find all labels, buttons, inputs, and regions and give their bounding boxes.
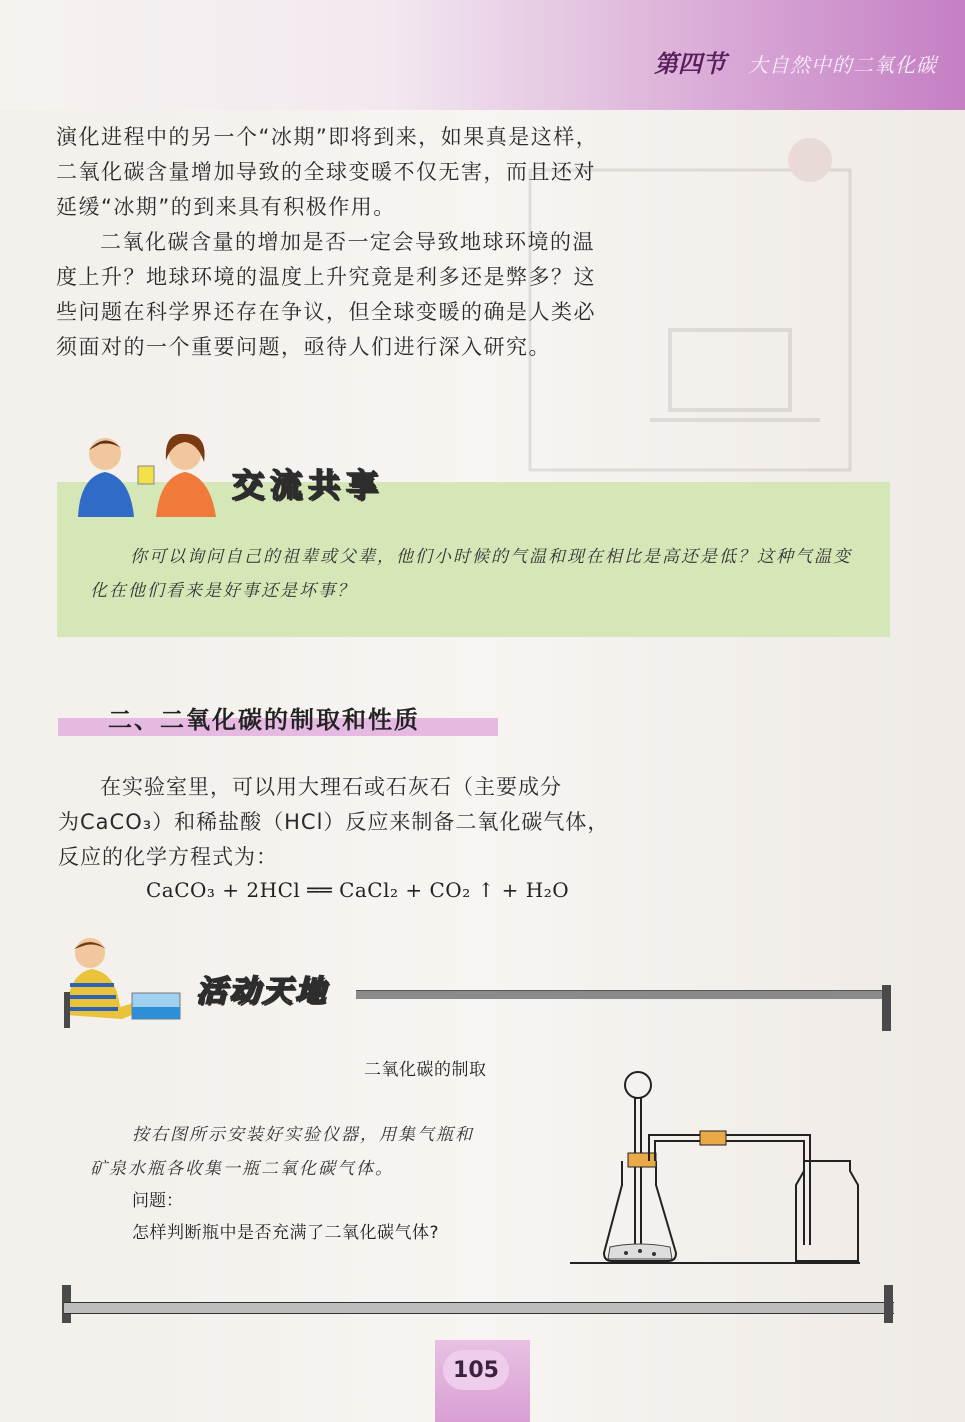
activity-text <box>90 1118 530 1186</box>
section-heading: 二、二氧化碳的制取和性质 <box>108 706 420 734</box>
chemical-equation: CaCO₃ + 2HCl ══ CaCl₂ + CO₂ ↑ + H₂O <box>146 878 570 902</box>
paragraph-3 <box>58 770 618 875</box>
activity-title: 活动天地 <box>196 974 328 1009</box>
activity-text-line-1: 按右图所示安装好实验仪器，用集气瓶和 <box>132 1125 474 1145</box>
question-label: 问题： <box>132 1191 183 1211</box>
frame-top-rule <box>356 990 888 999</box>
kids-sharing-illustration <box>60 432 235 517</box>
activity-heading: 二氧化碳的制取 <box>364 1060 487 1080</box>
activity-text-rest: 矿泉水瓶各收集一瓶二氧化碳气体。 <box>90 1159 394 1179</box>
frame-corner <box>882 985 891 1031</box>
frame-corner <box>64 992 70 1028</box>
paragraph-2: 二氧化碳含量的增加是否一定会导致地球环境的温度上升？地球环境的温度上升究竟是利多还是弊多？这些问题在科学界还存在争议，但全球变暖的确是人类必须面对的一个重要问题，亟待人们进行深入研究。 <box>56 230 596 359</box>
co2-apparatus-diagram <box>560 1065 870 1275</box>
paragraph-3-line-1: 在实验室里，可以用大理石或石灰石（主要成分 <box>100 775 562 799</box>
paragraph-3-rest: 为CaCO₃）和稀盐酸（HCl）反应来制备二氧化碳气体，反应的化学方程式为： <box>58 810 610 869</box>
question-text: 怎样判断瓶中是否充满了二氧化碳气体? <box>132 1223 440 1243</box>
paragraph-1: 演化进程中的另一个“冰期”即将到来，如果真是这样，二氧化碳含量增加导致的全球变暖不仅无害，而且还对延缓“冰期”的到来具有积极作用。 <box>56 125 599 219</box>
share-title: 交流共享 <box>232 466 385 504</box>
frame-corner <box>884 1285 893 1323</box>
share-text: 你可以询问自己的祖辈或父辈，他们小时候的气温和现在相比是高还是低？这种气温变化在他们看来是好事还是坏事？ <box>90 547 852 601</box>
section-title: 大自然中的二氧化碳 <box>748 53 937 77</box>
page-header <box>654 44 937 84</box>
page-number: 105 <box>443 1350 509 1390</box>
kid-experiment-illustration <box>62 935 202 1030</box>
section-number: 第四节 <box>654 50 726 78</box>
frame-bottom-rule <box>64 1302 894 1314</box>
